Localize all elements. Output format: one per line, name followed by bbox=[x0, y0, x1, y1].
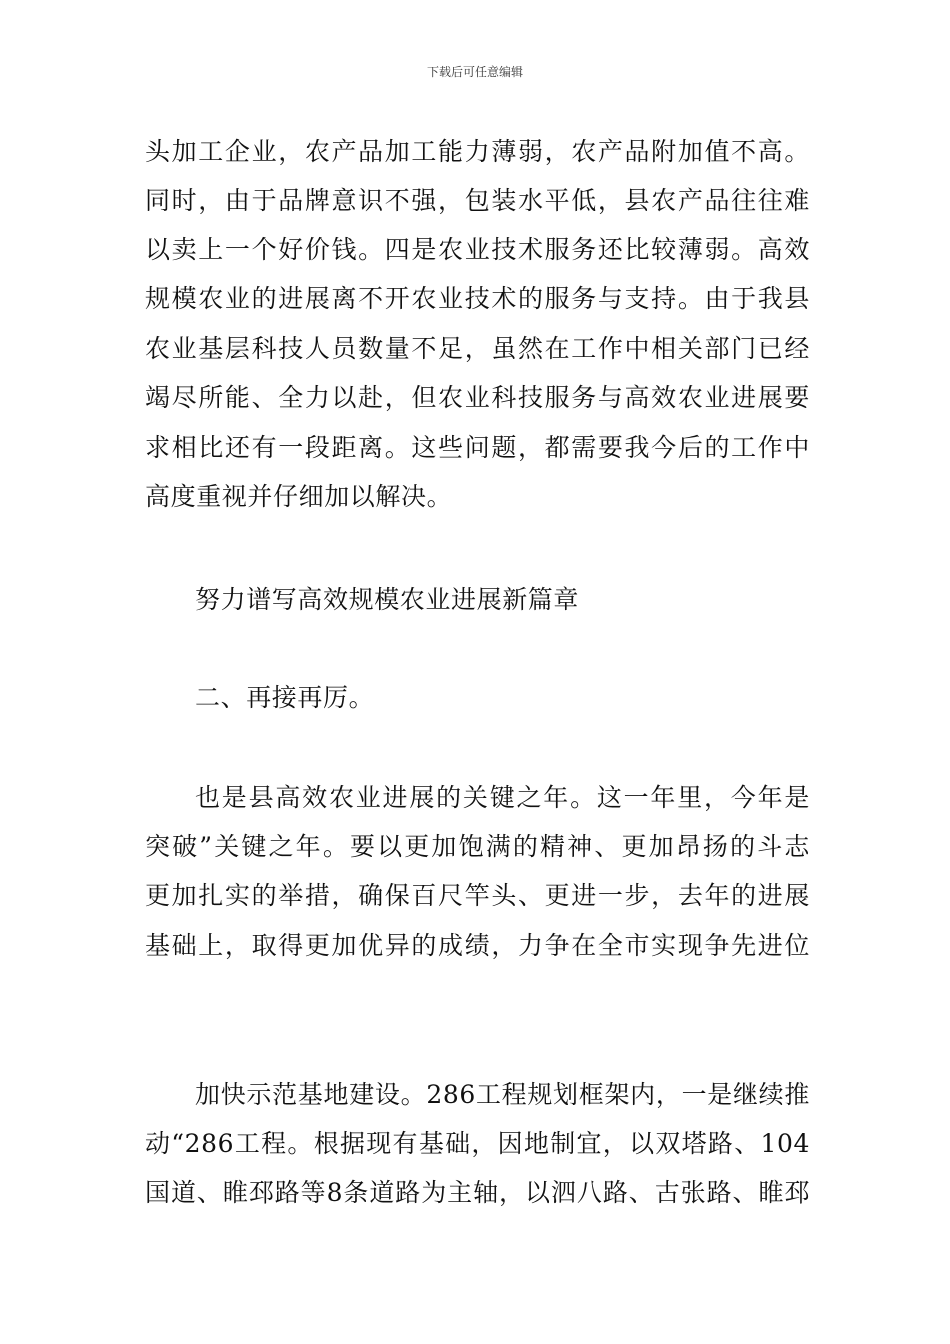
heading-line: 二、再接再厉。 bbox=[195, 683, 375, 712]
text-line: 也是县高效农业进展的关键之年。这一年里，今年是 bbox=[195, 783, 810, 812]
text-line: 国道、睢邳路等8条道路为主轴，以泗八路、古张路、睢邳 bbox=[145, 1178, 810, 1207]
text-line: 头加工企业，农产品加工能力薄弱，农产品附加值不高。 bbox=[145, 137, 810, 166]
page-header: 下载后可任意编辑 bbox=[426, 65, 523, 79]
text-line: 高度重视并仔细加以解决。 bbox=[145, 482, 453, 511]
text-line: 农业基层科技人员数量不足，虽然在工作中相关部门已经 bbox=[145, 334, 810, 363]
text-line: 基础上，取得更加优异的成绩，力争在全市实现争先进位 bbox=[145, 931, 810, 960]
text-line: 突破”关键之年。要以更加饱满的精神、更加昂扬的斗志 bbox=[145, 832, 810, 861]
text-line: 更加扎实的举措，确保百尺竿头、更进一步，去年的进展 bbox=[145, 881, 810, 910]
text-line: 求相比还有一段距离。这些问题，都需要我今后的工作中 bbox=[145, 433, 810, 462]
text-line: 竭尽所能、全力以赴，但农业科技服务与高效农业进展要 bbox=[145, 383, 810, 412]
text-line: 以卖上一个好价钱。四是农业技术服务还比较薄弱。高效 bbox=[145, 235, 810, 264]
heading-line: 努力谱写高效规模农业进展新篇章 bbox=[195, 585, 580, 614]
text-line: 规模农业的进展离不开农业技术的服务与支持。由于我县 bbox=[145, 284, 810, 313]
text-line: 同时，由于品牌意识不强，包装水平低，县农产品往往难 bbox=[145, 186, 810, 215]
text-line: 动“286工程。根据现有基础，因地制宜，以双塔路、104 bbox=[145, 1129, 810, 1158]
text-line: 加快示范基地建设。286工程规划框架内，一是继续推 bbox=[195, 1080, 810, 1109]
